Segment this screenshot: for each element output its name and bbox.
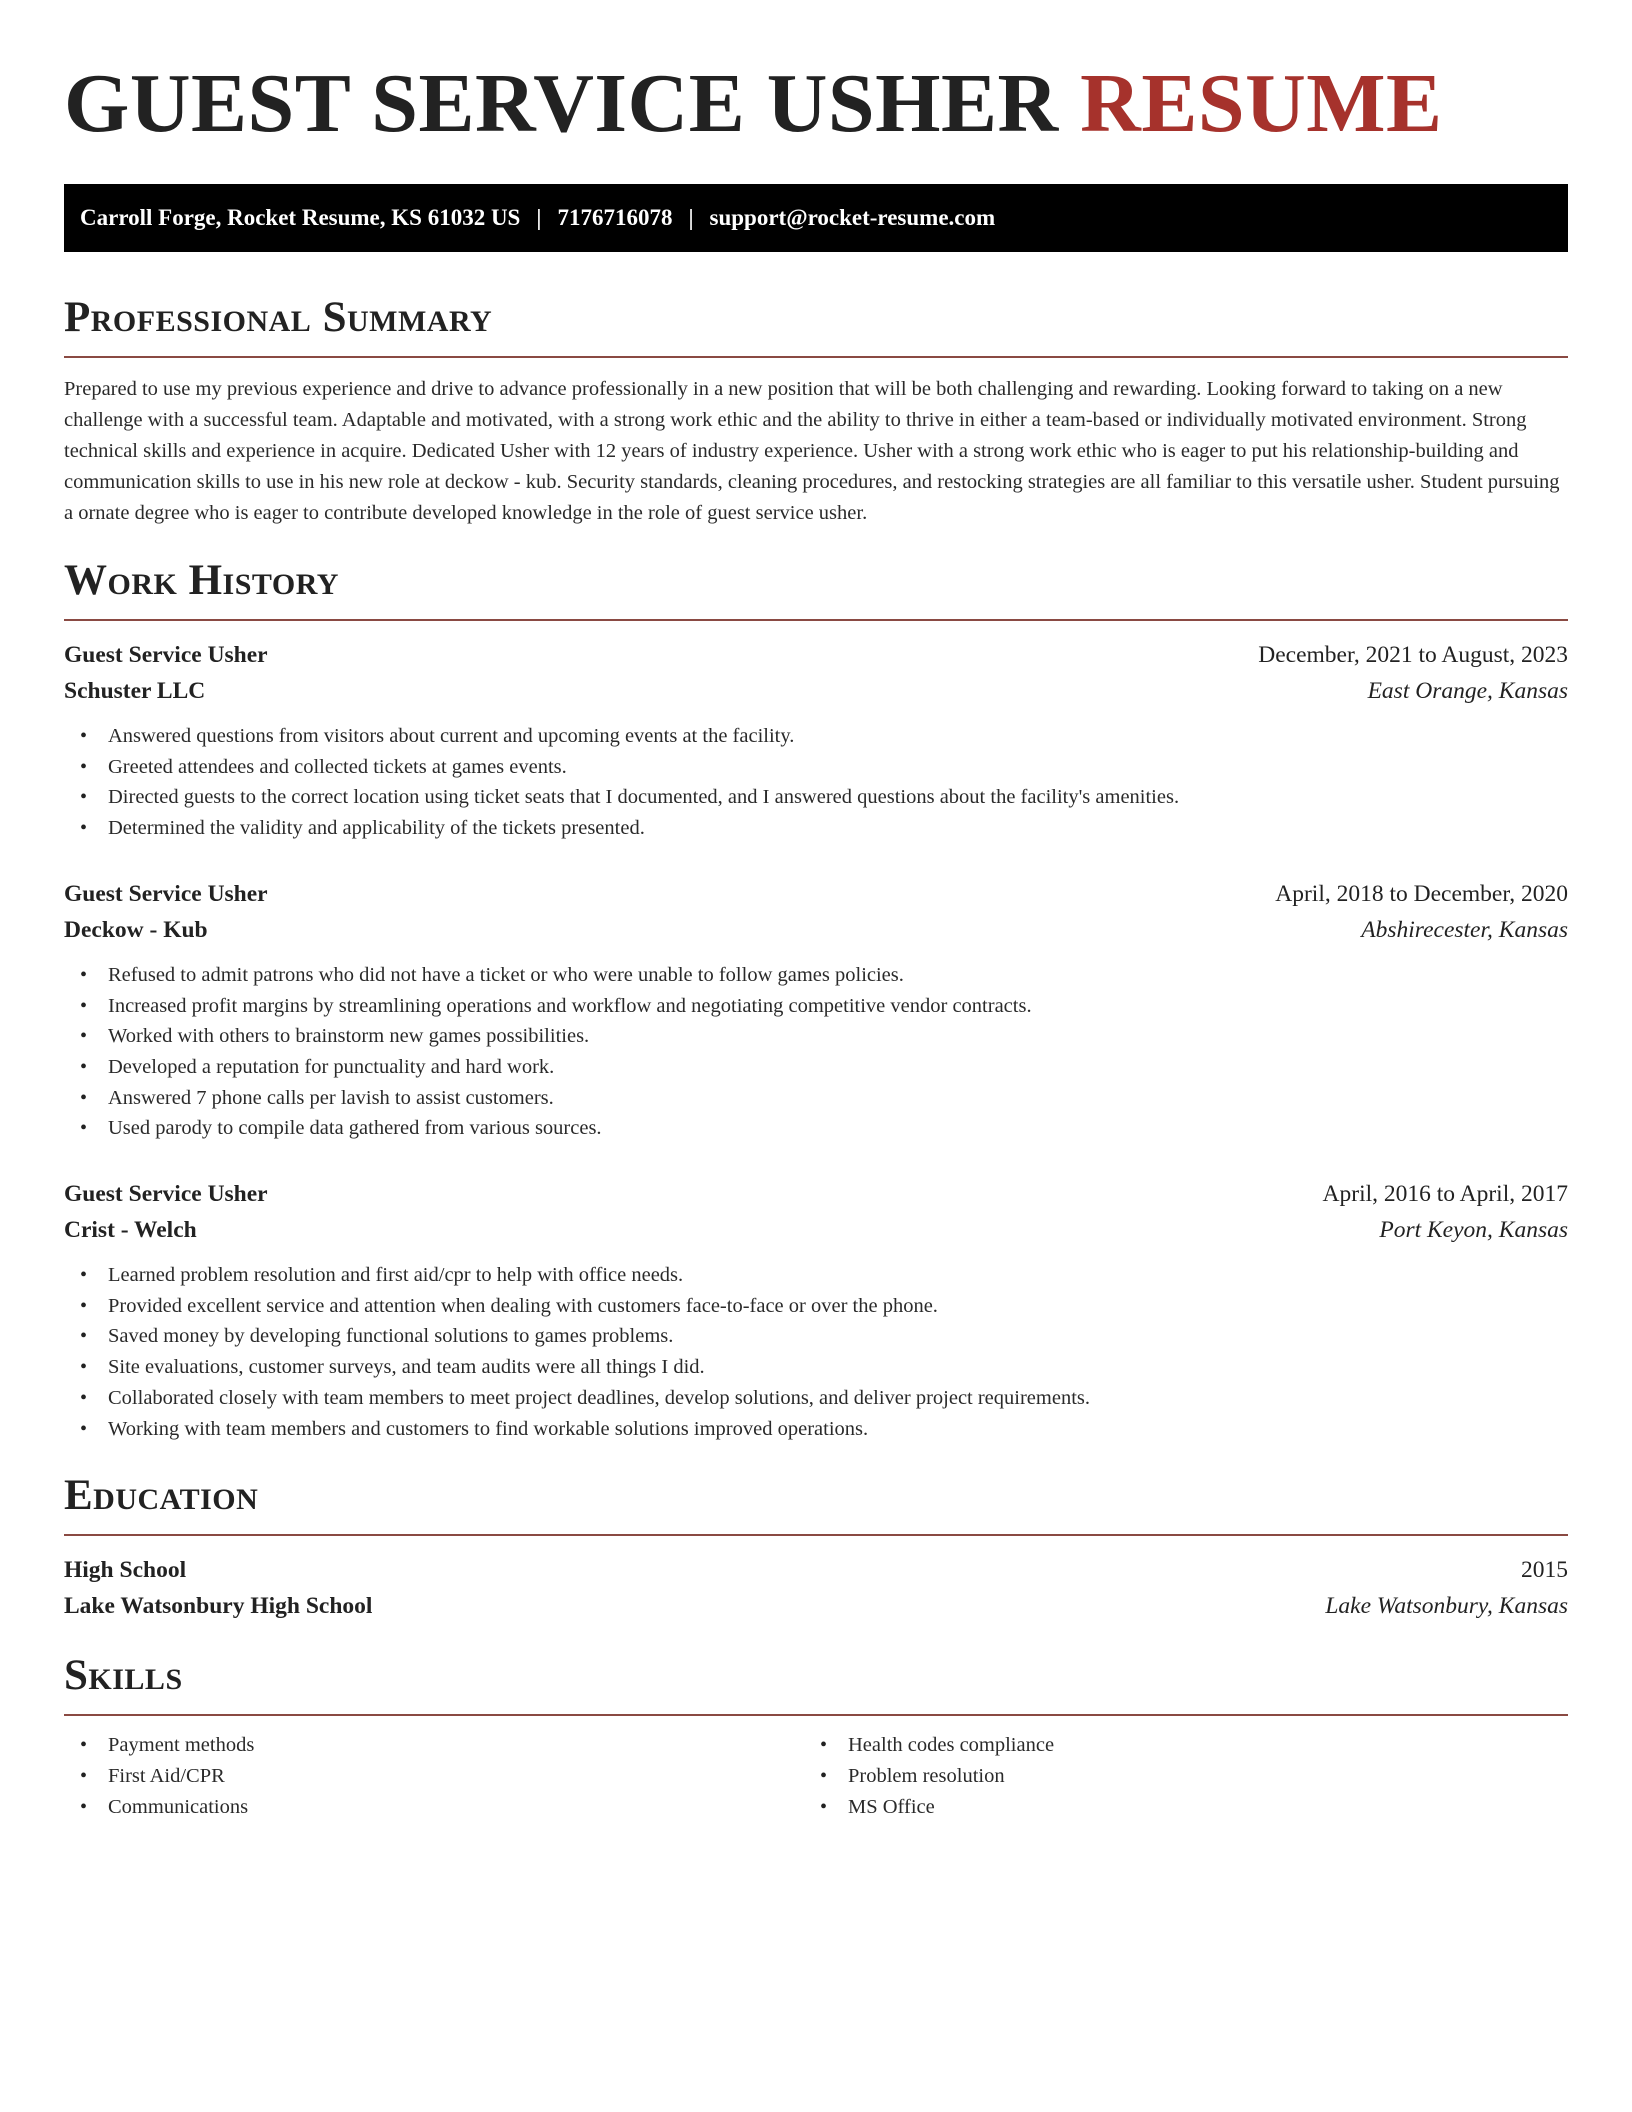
job-entry	[64, 876, 1568, 1144]
list-item: • Provided excellent service and attention when dealing with customers face-to-face or over the phone.	[64, 1291, 1568, 1322]
list-item: • Determined the validity and applicability of the tickets presented.	[64, 813, 1568, 844]
list-item: • Site evaluations, customer surveys, and team audits were all things I did.	[64, 1352, 1568, 1383]
list-item: • Directed guests to the correct location using ticket seats that I documented, and I answered questions about the facility's amenities.	[64, 782, 1568, 813]
job-header-row	[64, 876, 1568, 912]
job-entry	[64, 1176, 1568, 1444]
section-divider	[64, 1714, 1568, 1716]
skill-item: • Problem resolution	[804, 1761, 1544, 1792]
job-dates: April, 2016 to April, 2017	[1322, 1181, 1568, 1208]
job-dates: December, 2021 to August, 2023	[1258, 642, 1568, 668]
job-header-row	[64, 637, 1568, 673]
list-item: • Learned problem resolution and first aid/cpr to help with office needs.	[64, 1260, 1568, 1291]
skill-item: • Health codes compliance	[804, 1730, 1544, 1761]
job-company-row	[64, 673, 1568, 709]
education-school-row	[64, 1588, 1568, 1624]
job-location: Port Keyon, Kansas	[1379, 1217, 1568, 1244]
list-item: • Worked with others to brainstorm new games possibilities.	[64, 1021, 1568, 1052]
job-company-row	[64, 912, 1568, 948]
job-bullet-list	[64, 1260, 1568, 1444]
section-heading-summary: Professional Summary	[64, 294, 493, 341]
skill-item: • First Aid/CPR	[64, 1761, 804, 1792]
job-entry	[64, 637, 1568, 844]
job-dates: April, 2018 to December, 2020	[1275, 880, 1568, 907]
job-bullet-list	[64, 721, 1568, 844]
resume-title-main: GUEST SERVICE USHER	[64, 57, 1059, 150]
job-title: Guest Service Usher	[64, 1181, 268, 1208]
list-item: • Collaborated closely with team members to meet project deadlines, develop solutions, and deliver project requirements.	[64, 1383, 1568, 1414]
job-company-row	[64, 1212, 1568, 1248]
contact-separator: |	[536, 205, 542, 230]
job-company: Deckow - Kub	[64, 916, 208, 943]
contact-bar	[64, 184, 1568, 252]
job-title: Guest Service Usher	[64, 642, 268, 668]
summary-text: Prepared to use my previous experience and drive to advance professionally in a new position that will be both challenging and rewarding. Looking forward to taking on a new challenge with a successful team. Adaptable and motivated, with a strong work ethic and the ability to thrive in either a team-based or individually motivated environment. Strong technical skills and experience in acquire. Dedicated Usher with 12 years of industry experience. Usher with a strong work ethic who is eager to put his relationship-building and communication skills to use in his new role at deckow - kub. Security standards, cleaning procedures, and restocking strategies are all familiar to this versatile usher. Student pursuing a ornate degree who is eager to contribute developed knowledge in the role of guest service usher.	[64, 378, 1560, 524]
contact-phone: 7176716078	[557, 205, 673, 230]
list-item: • Increased profit margins by streamlining operations and workflow and negotiating competitive vendor contracts.	[64, 991, 1568, 1022]
education-year: 2015	[1521, 1557, 1568, 1584]
resume-title	[64, 58, 1568, 150]
list-item: • Used parody to compile data gathered from various sources.	[64, 1113, 1568, 1144]
list-item: • Saved money by developing functional solutions to games problems.	[64, 1321, 1568, 1352]
section-divider	[64, 356, 1568, 358]
contact-separator: |	[688, 205, 694, 230]
contact-email: support@rocket-resume.com	[709, 205, 996, 230]
list-item: • Greeted attendees and collected tickets at games events.	[64, 752, 1568, 783]
list-item: • Developed a reputation for punctuality and hard work.	[64, 1052, 1568, 1083]
skill-item: • MS Office	[804, 1792, 1544, 1823]
job-header-row	[64, 1176, 1568, 1212]
skill-item: • Payment methods	[64, 1730, 804, 1761]
job-company: Schuster LLC	[64, 678, 206, 704]
education-entry	[64, 1552, 1568, 1624]
list-item: • Working with team members and customers to find workable solutions improved operations.	[64, 1414, 1568, 1445]
job-bullet-list	[64, 960, 1568, 1144]
section-heading-work-history: Work History	[64, 557, 339, 604]
resume-title-accent: RESUME	[1080, 57, 1443, 150]
job-title: Guest Service Usher	[64, 880, 268, 907]
education-school: Lake Watsonbury High School	[64, 1593, 373, 1620]
list-item: • Answered questions from visitors about current and upcoming events at the facility.	[64, 721, 1568, 752]
contact-address: Carroll Forge, Rocket Resume, KS 61032 US	[80, 205, 521, 230]
list-item: • Refused to admit patrons who did not have a ticket or who were unable to follow games policies.	[64, 960, 1568, 991]
list-item: • Answered 7 phone calls per lavish to assist customers.	[64, 1083, 1568, 1114]
skill-item: • Communications	[64, 1792, 804, 1823]
section-heading-skills: Skills	[64, 1652, 183, 1700]
section-divider	[64, 1534, 1568, 1536]
skills-list-right	[804, 1730, 1544, 1822]
education-degree: High School	[64, 1557, 187, 1584]
education-header-row	[64, 1552, 1568, 1588]
job-location: Abshirecester, Kansas	[1361, 916, 1568, 943]
section-divider	[64, 619, 1568, 621]
job-location: East Orange, Kansas	[1367, 678, 1568, 704]
section-heading-education: Education	[64, 1472, 259, 1520]
skills-list-left	[64, 1730, 804, 1822]
skills-grid	[64, 1730, 1568, 1822]
job-company: Crist - Welch	[64, 1217, 197, 1244]
education-location: Lake Watsonbury, Kansas	[1325, 1593, 1568, 1620]
